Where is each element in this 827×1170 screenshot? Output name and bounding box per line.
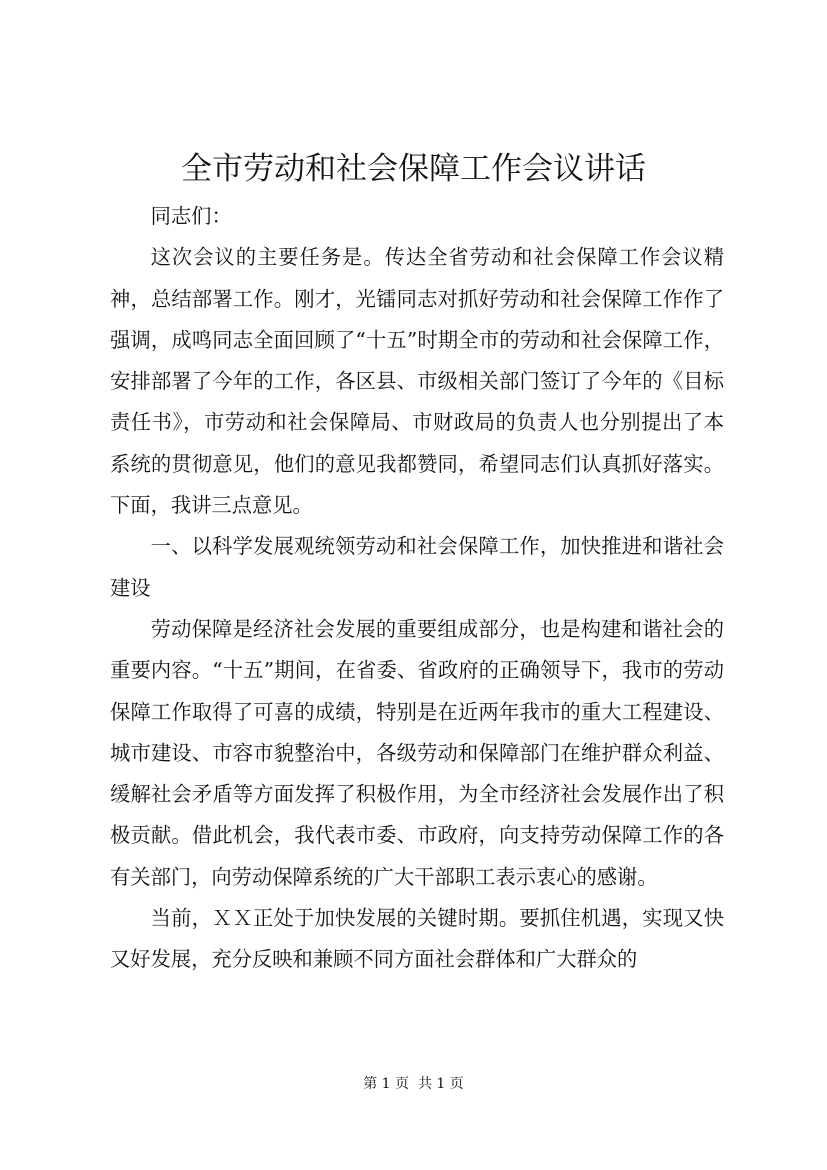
section-heading-one: 一、以科学发展观统领劳动和社会保障工作，加快推进和谐社会建设 — [110, 534, 724, 600]
paragraph-labor-security: 劳动保障是经济社会发展的重要组成部分，也是构建和谐社会的重要内容。“十五”期间，在省委、省政府的正确领导下，我市的劳动保障工作取得了可喜的成绩，特别是在近两年我市的重大工程建设、城市建设、市容市貌整治中，各级劳动和保障部门在维护群众利益、缓解社会矛盾等方面发挥了积极作用，为全市经济社会发展作出了积极贡献。借此机会，我代表市委、市政府，向支持劳动保障工作的各有关部门，向劳动保障系统的广大干部职工表示衷心的感谢。 — [110, 616, 724, 889]
paragraph-intro: 这次会议的主要任务是。传达全省劳动和社会保障工作会议精神，总结部署工作。刚才，光镭同志对抓好劳动和社会保障工作作了强调，成鸣同志全面回顾了“十五”时期全市的劳动和社会保障工作，安排部署了今年的工作，各区县、市级相关部门签订了今年的《目标责任书》，市劳动和社会保障局、市财政局的负责人也分别提出了本系统的贯彻意见，他们的意见我都赞同，希望同志们认真抓好落实。下面，我讲三点意见。 — [110, 245, 724, 518]
page-number-label: 第 1 页 共 1 页 — [363, 1076, 464, 1092]
page-footer — [0, 1074, 827, 1094]
document-title: 全市劳动和社会保障工作会议讲话 — [181, 151, 646, 187]
paragraph-current-situation: 当前，ＸＸ正处于加快发展的关键时期。要抓住机遇，实现又快又好发展，充分反映和兼顾不同方面社会群体和广大群众的 — [110, 906, 724, 972]
document-body — [110, 196, 724, 981]
greeting-line: 同志们： — [150, 204, 232, 228]
